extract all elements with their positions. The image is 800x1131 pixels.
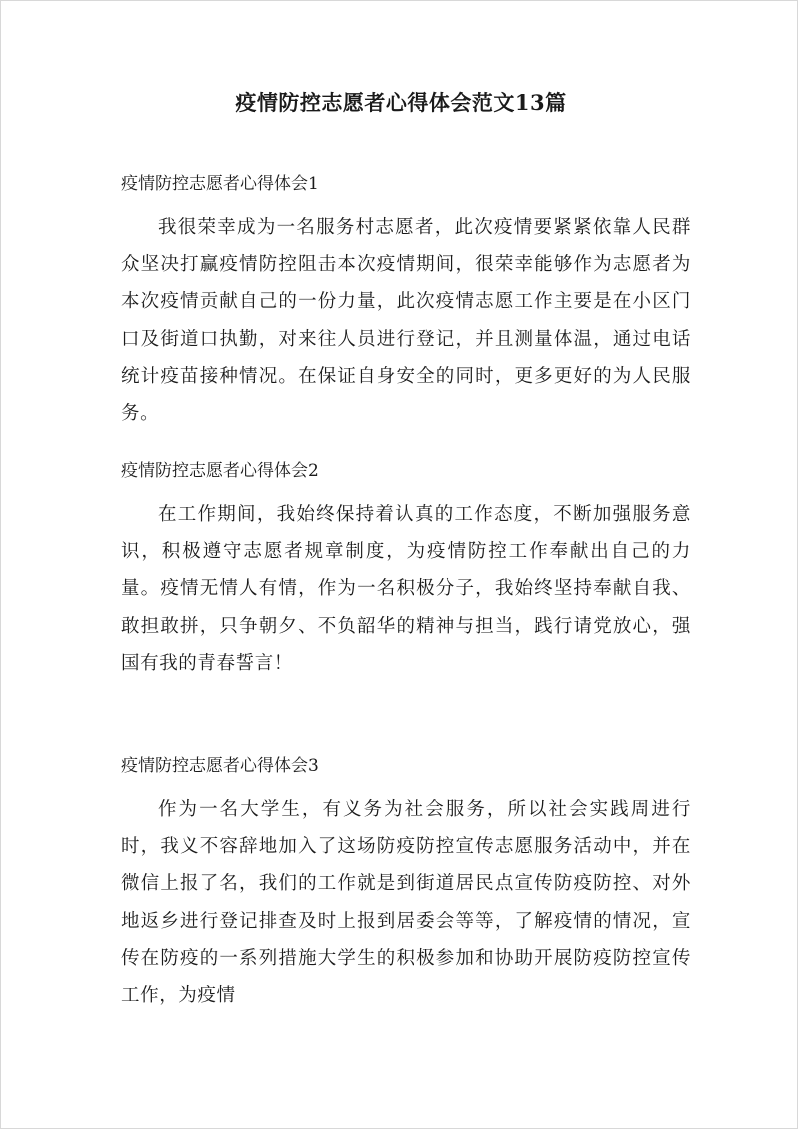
section-heading: 疫情防控志愿者心得体会1 [121,174,319,194]
section-3 [121,753,691,1014]
section-paragraph: 我很荣幸成为一名服务村志愿者，此次疫情要紧紧依靠人民群众坚决打赢疫情防控阻击本次疫情期间，很荣幸能够作为志愿者为本次疫情贡献自己的一份力量，此次疫情志愿工作主要是在小区门口及街道口执勤，对来往人员进行登记，并且测量体温，通过电话统计疫苗接种情况。在保证自身安全的同时，更多更好的为人民服务。 [121,217,691,425]
section-1 [121,171,691,432]
section-paragraph: 作为一名大学生，有义务为社会服务，所以社会实践周进行时，我义不容辞地加入了这场防疫防控宣传志愿服务活动中，并在微信上报了名，我们的工作就是到街道居民点宣传防疫防控、对外地返乡进行登记排查及时上报到居委会等等，了解疫情的情况，宣传在防疫的一系列措施大学生的积极参加和协助开展防疫防控宣传工作，为疫情 [121,799,691,1007]
section-heading: 疫情防控志愿者心得体会3 [121,756,319,776]
document-title: 疫情防控志愿者心得体会范文13篇 [235,90,567,115]
section-heading: 疫情防控志愿者心得体会2 [121,461,319,481]
section-paragraph: 在工作期间，我始终保持着认真的工作态度，不断加强服务意识，积极遵守志愿者规章制度，为疫情防控工作奉献出自己的力量。疫情无情人有情，作为一名积极分子，我始终坚持奉献自我、敢担敢拼，只争朝夕、不负韶华的精神与担当，践行请党放心，强国有我的青春誓言！ [121,504,691,674]
section-2 [121,458,691,682]
